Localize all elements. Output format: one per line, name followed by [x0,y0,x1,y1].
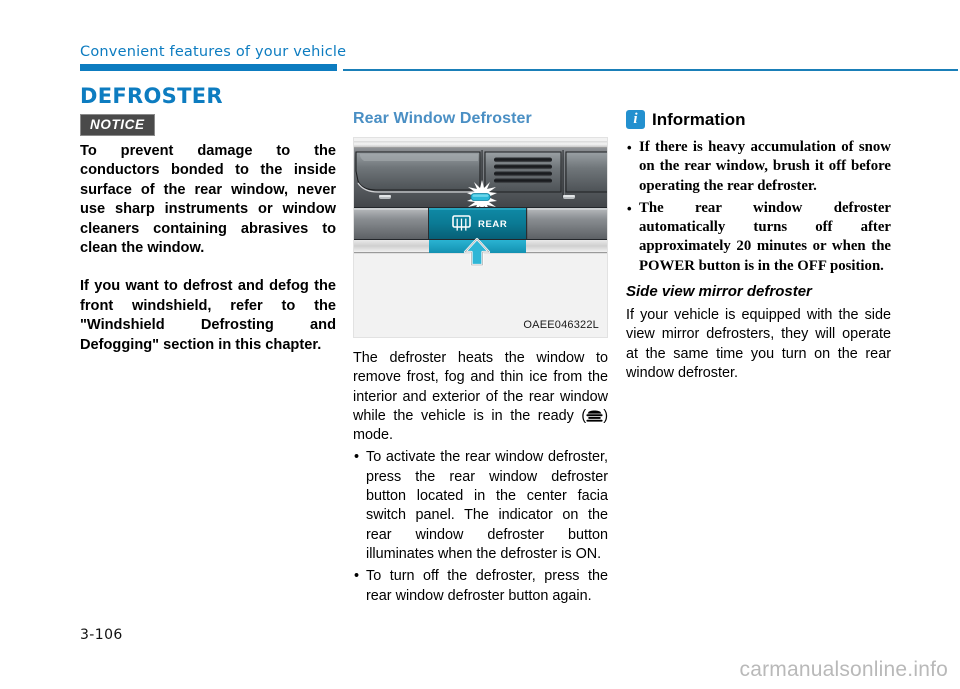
information-title: Information [652,110,746,129]
bullet-dot: • [627,200,632,216]
list-item [353,448,608,564]
switch-panel-illustration [353,141,608,271]
notice-paragraph: If you want to defrost and defog the front windshield, refer to the "Windshield Defrosting and Defogging" section in this chapter. [80,278,336,353]
list-item-text: The rear window defroster automatically turns off after approximately 20 minutes or when the POWER button is in the OFF position. [639,199,891,274]
list-item-text: To turn off the defroster, press the rear window defroster button again. [366,568,608,604]
notice-paragraph: To prevent damage to the conductors bonded to the inside surface of the rear window, never use sharp instruments or window cleaners containing abrasives to clean the window. [80,143,336,257]
defroster-intro-paragraph [353,349,608,445]
paragraph: If your vehicle is equipped with the side view mirror defrosters, they will operate at the same time you turn on the rear window defroster. [626,307,891,381]
rear-button-label: REAR [478,219,508,230]
list-item-text: To activate the rear window defroster, press the rear window defroster button located in the center facia switch panel. The indicator on the rear window defroster button illuminates when the defroster is ON. [366,449,608,562]
notice-body [80,142,336,355]
bullet-dot: • [354,449,360,466]
header-rule-thin [343,69,958,71]
page-title: DEFROSTER [80,84,223,108]
header-rule-thick [80,64,337,71]
information-header [626,110,746,129]
header-rule-group [80,64,958,71]
rear-defroster-button [429,208,526,239]
running-header-title: Convenient features of your vehicle [80,44,347,60]
running-header [80,44,958,71]
ready-indicator-icon [586,409,603,422]
intro-text-after: ) mode. [353,407,608,444]
information-body [626,138,891,279]
list-item [353,567,608,606]
intro-text-before: The defroster heats the window to remove frost, fog and thin ice from the interior and exterior of the rear window while the vehicle is in the ready ( [353,350,608,424]
figure-caption: OAEE046322L [523,319,599,331]
information-icon: i [626,110,645,129]
list-item [626,199,891,276]
page-number: 3-106 [80,627,123,643]
center-facia-switch-panel-figure [353,137,608,338]
middle-body-text [353,349,608,606]
list-item-text: If there is heavy accumulation of snow on the rear window, brush it off before operating the rear defroster. [639,139,891,194]
bullet-dot: • [354,568,360,585]
bullet-dot: • [627,140,632,155]
notice-badge: NOTICE [80,114,155,136]
watermark: carmanualsonline.info [739,658,948,681]
rear-window-defroster-heading: Rear Window Defroster [353,110,532,127]
side-view-mirror-defroster-body [626,306,891,383]
list-item [626,138,891,196]
side-view-mirror-defroster-heading: Side view mirror defroster [626,283,812,300]
